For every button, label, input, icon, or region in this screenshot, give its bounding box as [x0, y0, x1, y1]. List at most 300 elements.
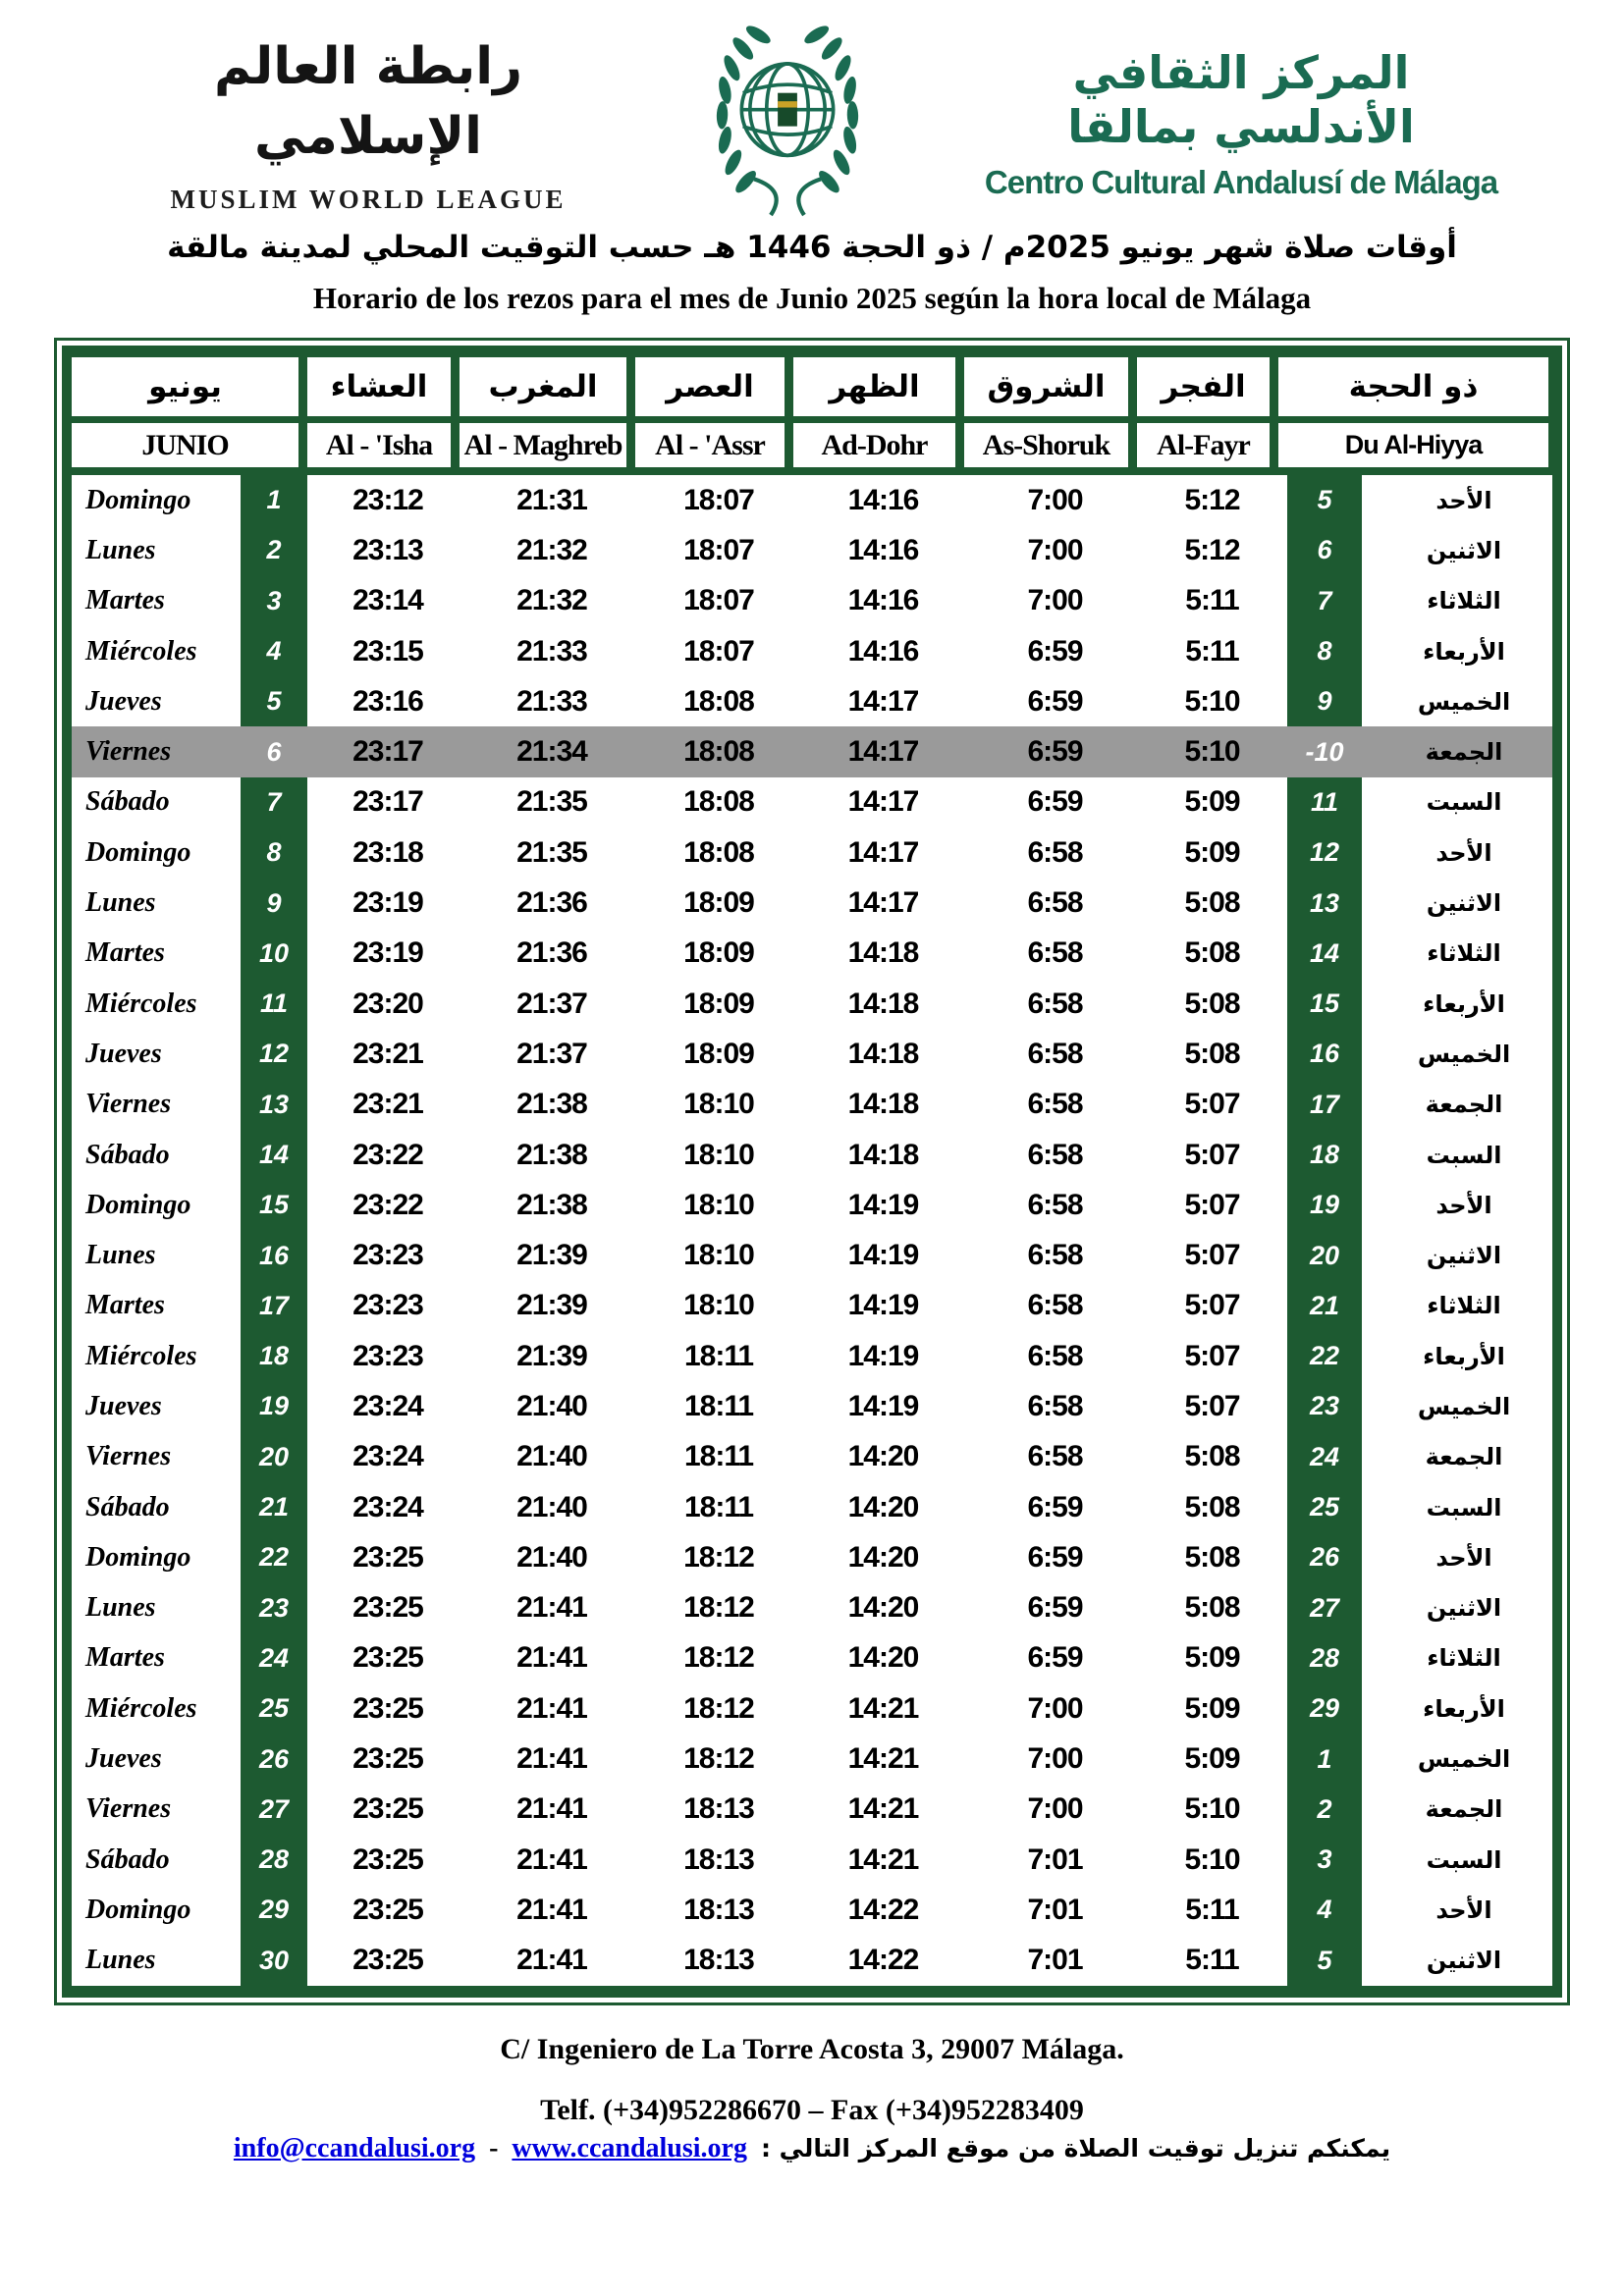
fayr-time: 5:10 [1184, 684, 1240, 718]
dohr-time: 14:19 [847, 1188, 919, 1221]
maghreb-time: 21:39 [516, 1239, 587, 1272]
day-number: 3 [241, 576, 307, 626]
day-number: 2 [241, 525, 307, 575]
fayr-time: 5:07 [1184, 1188, 1240, 1221]
hijri-day-number: 2 [1287, 1785, 1362, 1835]
hijri-day-number: 8 [1287, 626, 1362, 676]
shoruk-time: 6:59 [1027, 1540, 1083, 1574]
assr-time: 18:10 [683, 1289, 754, 1322]
fayr-time: 5:10 [1184, 1792, 1240, 1826]
hijri-day-number: 27 [1287, 1583, 1362, 1633]
day-name-es: Lunes [85, 887, 156, 919]
isha-time: 23:25 [352, 1944, 423, 1977]
day-name-ar: الثلاثاء [1427, 1292, 1501, 1320]
day-number: 17 [241, 1281, 307, 1331]
prayer-row [72, 1130, 1552, 1180]
day-number: 1 [241, 475, 307, 525]
mwl-wordmark: MUSLIM WORLD LEAGUE [170, 184, 567, 214]
maghreb-time: 21:38 [516, 1088, 587, 1121]
maghreb-time: 21:41 [516, 1944, 587, 1977]
isha-time: 23:21 [352, 1037, 423, 1070]
day-number: 21 [241, 1482, 307, 1532]
day-name-es: Lunes [85, 1945, 156, 1976]
hijri-day-number: 28 [1287, 1633, 1362, 1683]
hijri-day-number: 18 [1287, 1130, 1362, 1180]
day-name-ar: الخميس [1417, 1745, 1511, 1774]
isha-time: 23:19 [352, 936, 423, 970]
center-name-arabic: المركز الثقافي الأندلسي بمالقا [1067, 45, 1415, 153]
col-header-fayr: Al-Fayr [1137, 423, 1270, 467]
col-header-shoruk-ar: الشروق [964, 357, 1128, 416]
hijri-day-number: 24 [1287, 1432, 1362, 1482]
isha-time: 23:16 [352, 684, 423, 718]
dohr-time: 14:21 [847, 1842, 919, 1876]
col-header-isha: Al - 'Isha [307, 423, 451, 467]
day-name-es: Domingo [85, 1189, 191, 1220]
day-name-ar: السبت [1426, 1845, 1502, 1874]
hijri-day-number: 11 [1287, 777, 1362, 828]
isha-time: 23:15 [352, 634, 423, 667]
shoruk-time: 6:59 [1027, 684, 1083, 718]
maghreb-time: 21:38 [516, 1138, 587, 1171]
hijri-day-number: 13 [1287, 878, 1362, 928]
day-name-ar: الأحد [1435, 1191, 1492, 1219]
maghreb-time: 21:37 [516, 1037, 587, 1070]
assr-time: 18:13 [683, 1893, 754, 1926]
prayer-row-highlighted [72, 726, 1552, 776]
dohr-time: 14:17 [847, 835, 919, 869]
shoruk-time: 7:00 [1027, 483, 1083, 516]
hijri-day-number: 9 [1287, 676, 1362, 726]
shoruk-time: 7:01 [1027, 1944, 1083, 1977]
day-number: 11 [241, 979, 307, 1029]
download-note-arabic: يمكنكم تنزيل توقيت الصلاة من موقع المركز التالي : [760, 2134, 1391, 2163]
dohr-time: 14:18 [847, 1138, 919, 1171]
day-name-ar: الأربعاء [1423, 1694, 1505, 1723]
prayer-row [72, 1281, 1552, 1331]
assr-time: 18:09 [683, 886, 754, 920]
prayer-row [72, 1432, 1552, 1482]
dohr-time: 14:19 [847, 1289, 919, 1322]
hijri-day-number: 5 [1287, 475, 1362, 525]
mwl-calligraphy: رابطة العالم الإسلامي [213, 37, 523, 166]
day-name-ar: الاثنين [1426, 536, 1502, 564]
shoruk-time: 6:58 [1027, 1188, 1083, 1221]
dohr-time: 14:20 [847, 1591, 919, 1625]
shoruk-time: 6:58 [1027, 1037, 1083, 1070]
dohr-time: 14:16 [847, 483, 919, 516]
maghreb-time: 21:40 [516, 1389, 587, 1422]
maghreb-time: 21:36 [516, 936, 587, 970]
day-name-ar: الاثنين [1426, 889, 1502, 918]
shoruk-time: 6:59 [1027, 634, 1083, 667]
prayer-times-table [54, 338, 1570, 2005]
assr-time: 18:12 [683, 1691, 754, 1725]
dohr-time: 14:17 [847, 684, 919, 718]
globe-wreath-emblem-icon [704, 24, 871, 225]
maghreb-time: 21:32 [516, 584, 587, 617]
dohr-time: 14:22 [847, 1893, 919, 1926]
maghreb-time: 21:39 [516, 1339, 587, 1372]
table-header [72, 357, 1552, 467]
shoruk-time: 6:59 [1027, 1641, 1083, 1675]
day-number: 14 [241, 1130, 307, 1180]
shoruk-time: 7:00 [1027, 584, 1083, 617]
assr-time: 18:12 [683, 1641, 754, 1675]
prayer-row [72, 828, 1552, 878]
brand-header [0, 0, 1624, 214]
isha-time: 23:23 [352, 1289, 423, 1322]
isha-time: 23:17 [352, 735, 423, 769]
prayer-row [72, 1683, 1552, 1734]
assr-time: 18:07 [683, 634, 754, 667]
dohr-time: 14:17 [847, 735, 919, 769]
maghreb-time: 21:41 [516, 1792, 587, 1826]
website-link[interactable]: www.ccandalusi.org [512, 2132, 747, 2163]
day-number: 5 [241, 676, 307, 726]
day-name-es: Miércoles [85, 988, 197, 1019]
col-header-hijja-ar: ذو الحجة [1278, 357, 1548, 416]
hijri-day-number: 1 [1287, 1734, 1362, 1784]
assr-time: 18:11 [683, 1490, 754, 1523]
maghreb-time: 21:40 [516, 1440, 587, 1473]
day-name-es: Lunes [85, 1592, 156, 1624]
fayr-time: 5:11 [1185, 1893, 1239, 1926]
isha-time: 23:22 [352, 1188, 423, 1221]
prayer-row [72, 1885, 1552, 1935]
fayr-time: 5:08 [1184, 886, 1240, 920]
day-number: 24 [241, 1633, 307, 1683]
day-name-es: Sábado [85, 1843, 170, 1875]
day-name-ar: الجمعة [1425, 1091, 1503, 1119]
day-name-es: Jueves [85, 685, 162, 717]
dohr-time: 14:17 [847, 886, 919, 920]
fayr-time: 5:08 [1184, 1440, 1240, 1473]
day-name-ar: الجمعة [1425, 1795, 1503, 1824]
day-name-ar: الثلاثاء [1427, 939, 1501, 968]
isha-time: 23:21 [352, 1088, 423, 1121]
day-number: 9 [241, 878, 307, 928]
maghreb-time: 21:37 [516, 987, 587, 1020]
isha-time: 23:25 [352, 1792, 423, 1826]
day-name-ar: الخميس [1417, 1392, 1511, 1420]
hijri-day-number: 17 [1287, 1080, 1362, 1130]
shoruk-time: 6:58 [1027, 1088, 1083, 1121]
day-name-es: Sábado [85, 1491, 170, 1522]
prayer-row [72, 1835, 1552, 1885]
hijri-day-number: 25 [1287, 1482, 1362, 1532]
prayer-row [72, 1381, 1552, 1431]
day-number: 4 [241, 626, 307, 676]
day-name-es: Viernes [85, 1441, 172, 1472]
hijri-day-number: 7 [1287, 576, 1362, 626]
day-name-es: Martes [85, 1290, 165, 1321]
col-header-assr-ar: العصر [635, 357, 785, 416]
fayr-time: 5:11 [1185, 634, 1239, 667]
assr-time: 18:12 [683, 1540, 754, 1574]
assr-time: 18:10 [683, 1088, 754, 1121]
fayr-time: 5:10 [1184, 735, 1240, 769]
isha-time: 23:24 [352, 1389, 423, 1422]
maghreb-time: 21:40 [516, 1490, 587, 1523]
hijri-day-number: 15 [1287, 979, 1362, 1029]
maghreb-time: 21:41 [516, 1893, 587, 1926]
day-number: 30 [241, 1936, 307, 1986]
shoruk-time: 7:00 [1027, 1792, 1083, 1826]
assr-time: 18:08 [683, 835, 754, 869]
day-name-ar: السبت [1426, 788, 1502, 817]
day-number: 16 [241, 1230, 307, 1280]
prayer-row [72, 1532, 1552, 1582]
day-number: 27 [241, 1785, 307, 1835]
fayr-time: 5:07 [1184, 1339, 1240, 1372]
day-number: 13 [241, 1080, 307, 1130]
fayr-time: 5:07 [1184, 1389, 1240, 1422]
fayr-time: 5:07 [1184, 1138, 1240, 1171]
document-title-spanish: Horario de los rezos para el mes de Junio 2025 según la hora local de Málaga [312, 281, 1312, 315]
fayr-time: 5:09 [1184, 1742, 1240, 1776]
day-number: 20 [241, 1432, 307, 1482]
day-name-es: Domingo [85, 484, 191, 515]
prayer-row [72, 878, 1552, 928]
day-name-es: Domingo [85, 836, 191, 868]
hijri-day-number: 16 [1287, 1029, 1362, 1079]
hijri-day-number: 26 [1287, 1532, 1362, 1582]
hijri-day-number: 21 [1287, 1281, 1362, 1331]
hijri-day-number: 14 [1287, 929, 1362, 979]
isha-time: 23:22 [352, 1138, 423, 1171]
col-header-dohr: Ad-Dohr [793, 423, 955, 467]
fayr-time: 5:10 [1184, 1842, 1240, 1876]
day-name-es: Martes [85, 1642, 165, 1674]
assr-time: 18:07 [683, 483, 754, 516]
hijri-day-number: -10 [1305, 736, 1344, 767]
dohr-time: 14:19 [847, 1239, 919, 1272]
dohr-time: 14:21 [847, 1742, 919, 1776]
shoruk-time: 7:01 [1027, 1893, 1083, 1926]
day-name-ar: الاثنين [1426, 1594, 1502, 1623]
day-name-es: Martes [85, 585, 165, 616]
assr-time: 18:13 [683, 1842, 754, 1876]
center-name-spanish: Centro Cultural Andalusí de Málaga [984, 164, 1498, 201]
hijri-day-number: 20 [1287, 1230, 1362, 1280]
shoruk-time: 6:58 [1027, 1440, 1083, 1473]
shoruk-time: 6:58 [1027, 1389, 1083, 1422]
day-number: 26 [241, 1734, 307, 1784]
shoruk-time: 6:58 [1027, 886, 1083, 920]
maghreb-time: 21:32 [516, 533, 587, 566]
dohr-time: 14:20 [847, 1641, 919, 1675]
day-number: 25 [241, 1683, 307, 1734]
maghreb-time: 21:34 [516, 735, 587, 769]
dohr-time: 14:17 [847, 785, 919, 819]
isha-time: 23:23 [352, 1339, 423, 1372]
fayr-time: 5:09 [1184, 1691, 1240, 1725]
fayr-time: 5:08 [1184, 936, 1240, 970]
hijri-day-number: 19 [1287, 1180, 1362, 1230]
day-number: 12 [241, 1029, 307, 1079]
isha-time: 23:12 [352, 483, 423, 516]
dohr-time: 14:18 [847, 1088, 919, 1121]
col-header-dohr-ar: الظهر [793, 357, 955, 416]
fayr-time: 5:11 [1185, 1944, 1239, 1977]
prayer-row [72, 929, 1552, 979]
isha-time: 23:24 [352, 1440, 423, 1473]
assr-time: 18:11 [683, 1389, 754, 1422]
maghreb-time: 21:35 [516, 785, 587, 819]
col-header-junio: JUNIO [72, 423, 298, 467]
fayr-time: 5:09 [1184, 1641, 1240, 1675]
day-name-ar: السبت [1426, 1493, 1502, 1522]
maghreb-time: 21:41 [516, 1842, 587, 1876]
fayr-time: 5:08 [1184, 1037, 1240, 1070]
shoruk-time: 6:59 [1027, 735, 1083, 769]
day-name-ar: الاثنين [1426, 1947, 1502, 1975]
shoruk-time: 7:00 [1027, 1742, 1083, 1776]
dohr-time: 14:21 [847, 1691, 919, 1725]
day-name-ar: الثلاثاء [1427, 587, 1501, 615]
day-name-ar: الخميس [1417, 687, 1511, 716]
dohr-time: 14:16 [847, 533, 919, 566]
day-number: 19 [241, 1381, 307, 1431]
isha-time: 23:20 [352, 987, 423, 1020]
day-number: 18 [241, 1331, 307, 1381]
shoruk-time: 6:58 [1027, 1239, 1083, 1272]
assr-time: 18:11 [683, 1339, 754, 1372]
prayer-row [72, 979, 1552, 1029]
day-name-ar: الأربعاء [1423, 1342, 1505, 1370]
day-name-es: Sábado [85, 786, 170, 818]
day-number: 29 [241, 1885, 307, 1935]
col-header-maghreb: Al - Maghreb [460, 423, 626, 467]
dohr-time: 14:18 [847, 1037, 919, 1070]
assr-time: 18:13 [683, 1944, 754, 1977]
prayer-row [72, 1734, 1552, 1784]
day-number: 23 [241, 1583, 307, 1633]
dohr-time: 14:20 [847, 1440, 919, 1473]
hijri-day-number: 22 [1287, 1331, 1362, 1381]
dohr-time: 14:18 [847, 987, 919, 1020]
maghreb-time: 21:41 [516, 1641, 587, 1675]
day-name-ar: الأربعاء [1423, 637, 1505, 666]
prayer-row [72, 1785, 1552, 1835]
prayer-row [72, 525, 1552, 575]
isha-time: 23:24 [352, 1490, 423, 1523]
day-name-es: Sábado [85, 1139, 170, 1170]
day-name-ar: الأحد [1435, 838, 1492, 867]
prayer-row [72, 1080, 1552, 1130]
day-name-es: Miércoles [85, 1692, 197, 1724]
footer [0, 2033, 1624, 2164]
hijri-day-number: 5 [1287, 1936, 1362, 1986]
hijri-day-number: 23 [1287, 1381, 1362, 1431]
phone-fax-line: Telf. (+34)952286670 – Fax (+34)952283409 [540, 2093, 1084, 2126]
prayer-row [72, 1633, 1552, 1683]
day-name-es: Domingo [85, 1894, 191, 1925]
isha-time: 23:25 [352, 1540, 423, 1574]
assr-time: 18:08 [683, 785, 754, 819]
day-name-es: Viernes [85, 1089, 172, 1120]
day-name-ar: الأربعاء [1423, 989, 1505, 1018]
isha-time: 23:25 [352, 1742, 423, 1776]
day-name-ar: الأحد [1435, 486, 1492, 514]
assr-time: 18:08 [683, 684, 754, 718]
prayer-row [72, 1029, 1552, 1079]
fayr-time: 5:07 [1184, 1289, 1240, 1322]
document-title-arabic: أوقات صلاة شهر يونيو 2025م / ذو الحجة 1446 هـ حسب التوقيت المحلي لمدينة مالقة [167, 230, 1457, 265]
day-name-es: Martes [85, 937, 165, 969]
shoruk-time: 6:58 [1027, 936, 1083, 970]
assr-time: 18:10 [683, 1188, 754, 1221]
links-line [0, 2133, 1624, 2164]
address-line: C/ Ingeniero de La Torre Acosta 3, 29007 Málaga. [500, 2032, 1124, 2065]
prayer-row [72, 1583, 1552, 1633]
day-number: 10 [241, 929, 307, 979]
prayer-row [72, 626, 1552, 676]
dohr-time: 14:20 [847, 1540, 919, 1574]
isha-time: 23:19 [352, 886, 423, 920]
maghreb-time: 21:35 [516, 835, 587, 869]
maghreb-time: 21:36 [516, 886, 587, 920]
table-frame [62, 346, 1562, 1998]
day-name-ar: الثلاثاء [1427, 1644, 1501, 1673]
day-name-ar: الاثنين [1426, 1242, 1502, 1270]
day-name-es: Viernes [85, 736, 172, 768]
isha-time: 23:25 [352, 1893, 423, 1926]
muslim-world-league-logo [137, 32, 599, 214]
fayr-time: 5:12 [1184, 483, 1240, 516]
day-name-es: Lunes [85, 1240, 156, 1271]
dohr-time: 14:19 [847, 1339, 919, 1372]
isha-time: 23:25 [352, 1591, 423, 1625]
day-name-es: Jueves [85, 1038, 162, 1069]
dohr-time: 14:16 [847, 634, 919, 667]
col-header-fayr-ar: الفجر [1137, 357, 1270, 416]
shoruk-time: 6:58 [1027, 1138, 1083, 1171]
prayer-row [72, 1230, 1552, 1280]
assr-time: 18:11 [683, 1440, 754, 1473]
dohr-time: 14:20 [847, 1490, 919, 1523]
maghreb-time: 21:41 [516, 1691, 587, 1725]
prayer-row [72, 475, 1552, 525]
day-name-es: Domingo [85, 1541, 191, 1573]
col-header-maghreb-ar: المغرب [460, 357, 626, 416]
dohr-time: 14:21 [847, 1792, 919, 1826]
day-number: 22 [241, 1532, 307, 1582]
isha-time: 23:25 [352, 1691, 423, 1725]
prayer-row [72, 1331, 1552, 1381]
hijri-day-number: 3 [1287, 1835, 1362, 1885]
maghreb-time: 21:33 [516, 634, 587, 667]
shoruk-time: 6:58 [1027, 835, 1083, 869]
shoruk-time: 6:59 [1027, 1591, 1083, 1625]
shoruk-time: 7:00 [1027, 1691, 1083, 1725]
maghreb-time: 21:31 [516, 483, 587, 516]
assr-time: 18:13 [683, 1792, 754, 1826]
assr-time: 18:07 [683, 533, 754, 566]
assr-time: 18:12 [683, 1591, 754, 1625]
col-header-isha-ar: العشاء [307, 357, 451, 416]
isha-time: 23:25 [352, 1842, 423, 1876]
shoruk-time: 6:58 [1027, 987, 1083, 1020]
maghreb-time: 21:38 [516, 1188, 587, 1221]
day-name-ar: الخميس [1417, 1040, 1511, 1068]
day-name-es: Miércoles [85, 1340, 197, 1371]
email-link[interactable]: info@ccandalusi.org [233, 2132, 476, 2163]
day-name-es: Jueves [85, 1390, 162, 1421]
assr-time: 18:12 [683, 1742, 754, 1776]
dohr-time: 14:16 [847, 584, 919, 617]
